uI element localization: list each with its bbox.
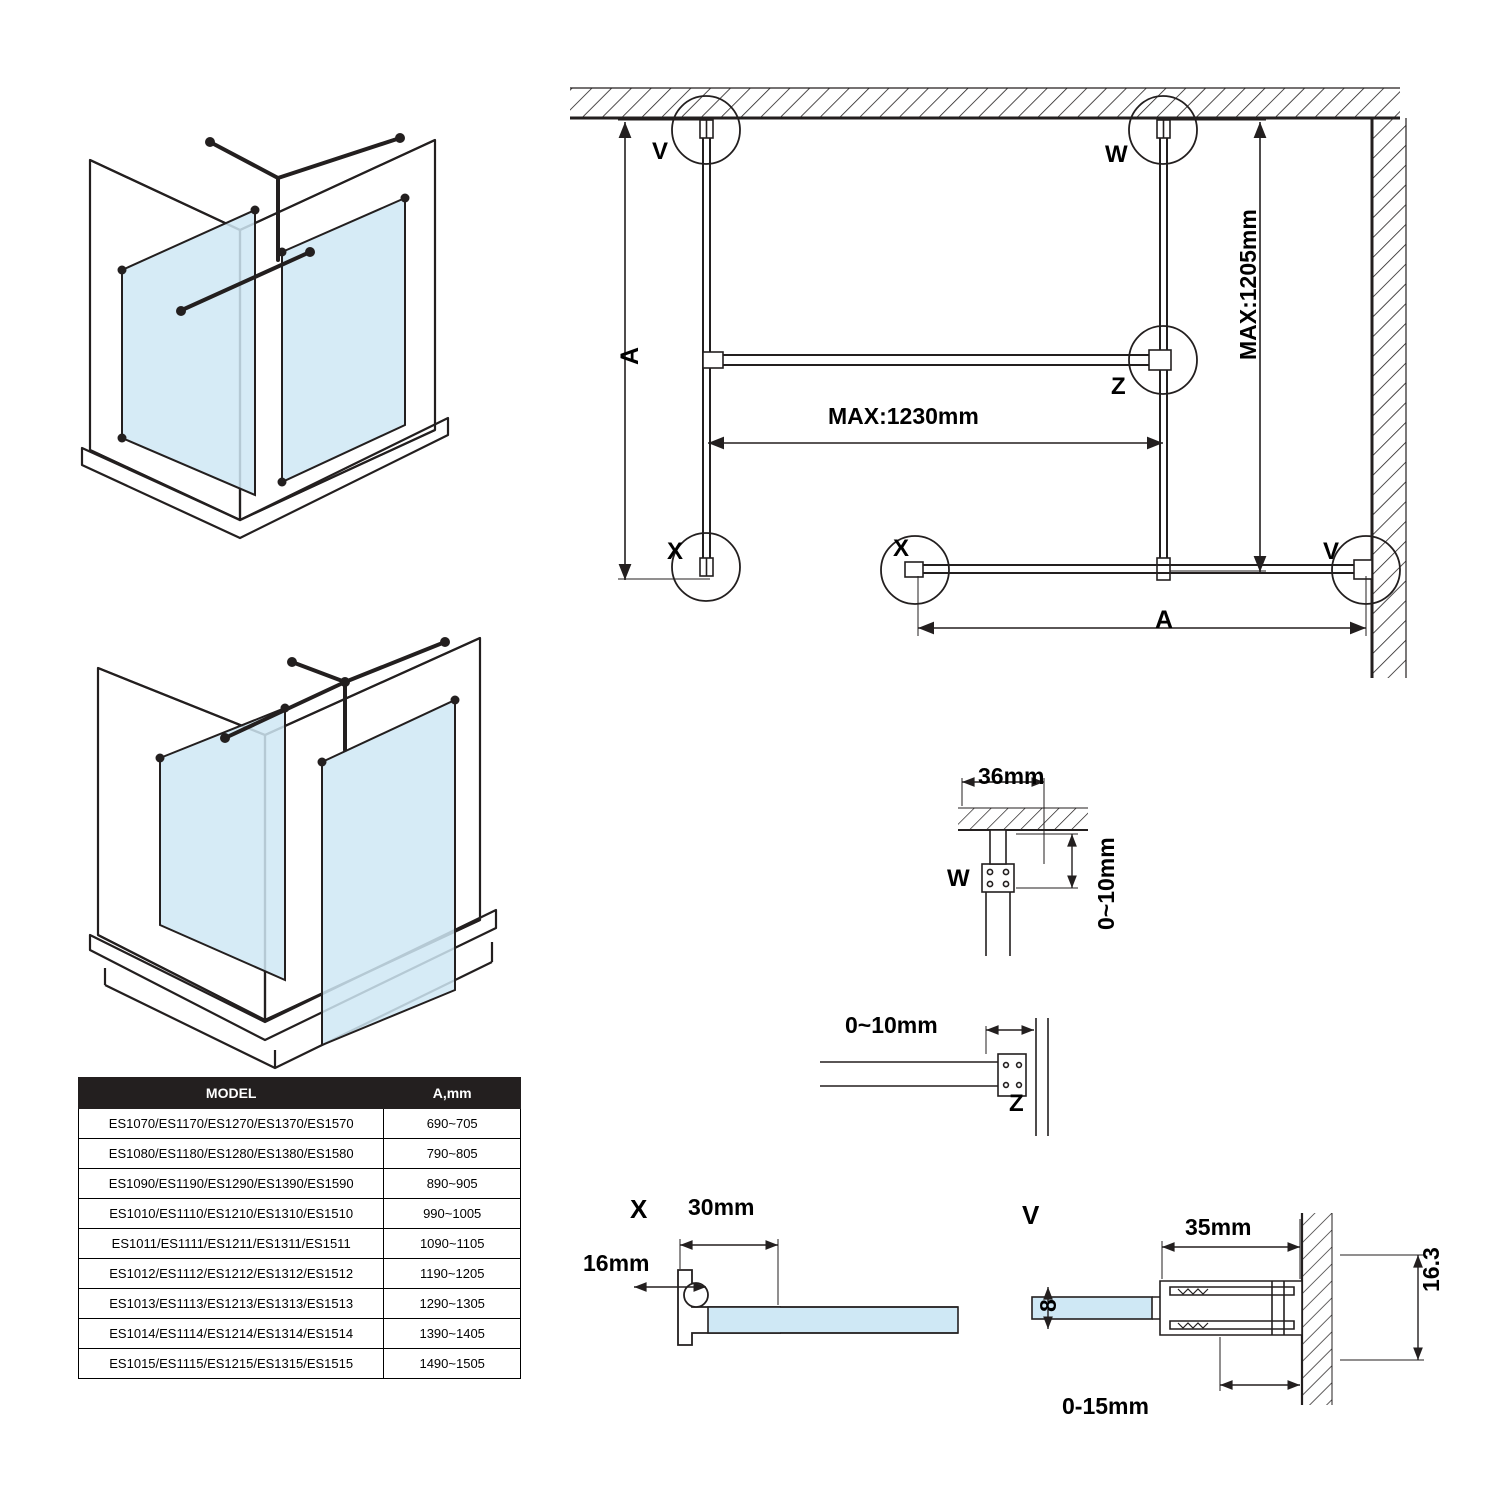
detail-v-dim-glass: 8 <box>1035 1299 1061 1312</box>
detail-w <box>920 760 1160 960</box>
cell-model: ES1015/ES1115/ES1215/ES1315/ES1515 <box>79 1349 384 1379</box>
cell-a: 790~805 <box>384 1139 521 1169</box>
detail-v-dim-right: 16.3 <box>1418 1247 1444 1292</box>
detail-z <box>800 1010 1080 1140</box>
table-row <box>79 1139 521 1169</box>
cell-a: 1090~1105 <box>384 1229 521 1259</box>
detail-w-callout: W <box>947 865 970 892</box>
detail-w-dim-side: 0~10mm <box>1093 837 1119 930</box>
table-row <box>79 1289 521 1319</box>
model-spec-table <box>78 1077 521 1379</box>
table-header-row <box>79 1078 521 1109</box>
detail-x <box>620 1195 980 1385</box>
table-row <box>79 1109 521 1139</box>
cell-a: 990~1005 <box>384 1199 521 1229</box>
cell-a: 1390~1405 <box>384 1319 521 1349</box>
callout-x-left: X <box>667 538 684 565</box>
table-row <box>79 1169 521 1199</box>
cell-model: ES1070/ES1170/ES1270/ES1370/ES1570 <box>79 1109 384 1139</box>
cell-model: ES1080/ES1180/ES1280/ES1380/ES1580 <box>79 1139 384 1169</box>
detail-z-callout: Z <box>1009 1090 1024 1117</box>
table-header-model: MODEL <box>79 1078 384 1109</box>
detail-v-dim-top: 35mm <box>1185 1214 1252 1240</box>
detail-v-callout: V <box>1022 1200 1040 1230</box>
callout-x-bottom: X <box>893 535 910 562</box>
cell-a: 1490~1505 <box>384 1349 521 1379</box>
detail-x-callout: X <box>630 1194 648 1224</box>
callout-v-bottom: V <box>1323 538 1340 565</box>
dim-a-horizontal: A <box>1155 606 1174 634</box>
detail-w-dim-top: 36mm <box>978 763 1045 789</box>
detail-x-dim-left: 16mm <box>583 1250 650 1276</box>
callout-v-top: V <box>652 138 669 165</box>
dim-max-height: MAX:1205mm <box>1235 209 1261 360</box>
cell-model: ES1011/ES1111/ES1211/ES1311/ES1511 <box>79 1229 384 1259</box>
table-row <box>79 1259 521 1289</box>
table-row <box>79 1319 521 1349</box>
cell-model: ES1013/ES1113/ES1213/ES1313/ES1513 <box>79 1289 384 1319</box>
cell-a: 1290~1305 <box>384 1289 521 1319</box>
table-row <box>79 1349 521 1379</box>
cell-model: ES1014/ES1114/ES1214/ES1314/ES1514 <box>79 1319 384 1349</box>
dim-max-width: MAX:1230mm <box>828 403 979 429</box>
iso-view-bottom <box>60 590 520 1070</box>
callout-w: W <box>1105 141 1128 168</box>
cell-model: ES1012/ES1112/ES1212/ES1312/ES1512 <box>79 1259 384 1289</box>
cell-model: ES1090/ES1190/ES1290/ES1390/ES1590 <box>79 1169 384 1199</box>
detail-v-dim-bottom: 0-15mm <box>1062 1393 1149 1419</box>
detail-x-dim-top: 30mm <box>688 1194 755 1220</box>
table-row <box>79 1229 521 1259</box>
table-row <box>79 1199 521 1229</box>
plan-view <box>560 60 1460 700</box>
table-header-a: A,mm <box>384 1078 521 1109</box>
detail-z-dim-top: 0~10mm <box>845 1012 938 1038</box>
cell-a: 890~905 <box>384 1169 521 1199</box>
cell-a: 690~705 <box>384 1109 521 1139</box>
callout-z: Z <box>1111 373 1126 400</box>
iso-view-top <box>60 80 480 550</box>
dim-a-vertical: A <box>616 346 644 365</box>
cell-model: ES1010/ES1110/ES1210/ES1310/ES1510 <box>79 1199 384 1229</box>
cell-a: 1190~1205 <box>384 1259 521 1289</box>
